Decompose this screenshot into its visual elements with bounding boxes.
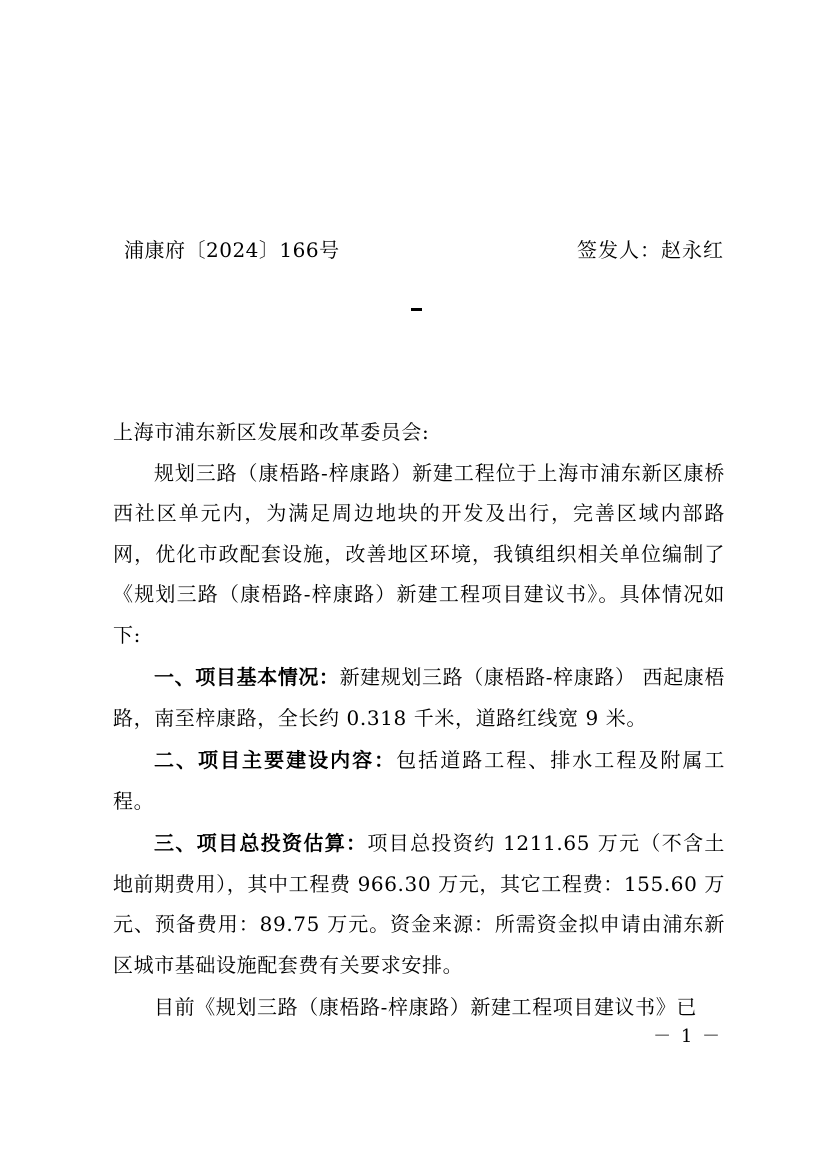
section-investment-estimate-text: 项目总投资约 1211.65 万元（不含土地前期费用），其中工程费 966.30 万元，其它工程费：155.60 万元、预备费用：89.75 万元。资金来源：所需资金拟申请由浦东新区城市基础设施配套费有关要求安排。	[113, 831, 726, 977]
document-header	[124, 234, 724, 264]
separator-mark	[411, 308, 422, 311]
section-construction-content-title: 二、项目主要建设内容：	[154, 748, 397, 772]
intro-paragraph: 规划三路（康梧路-梓康路）新建工程位于上海市浦东新区康桥西社区单元内，为满足周边地块的开发及出行，完善区域内部路网，优化市政配套设施，改善地区环境，我镇组织相关单位编制了《规划三路（康梧路-梓康路）新建工程项目建议书》。具体情况如下:	[113, 460, 725, 647]
addressee: 上海市浦东新区发展和改革委员会:	[113, 420, 430, 444]
section-basic-info	[113, 657, 725, 738]
section-basic-info-title: 一、项目基本情况：	[154, 665, 340, 689]
section-investment-estimate	[113, 823, 725, 985]
section-investment-estimate-title: 三、项目总投资估算：	[154, 831, 368, 855]
signer: 签发人：赵永红	[577, 238, 724, 262]
section-construction-content-text: 包括道路工程、排水工程及附属工程。	[113, 748, 725, 813]
document-body	[113, 412, 725, 1028]
document-number: 浦康府〔2024〕166号	[124, 238, 340, 262]
section-basic-info-text: 新建规划三路（康梧路-梓康路） 西起康梧路，南至梓康路，全长约 0.318 千米，道路红线宽 9 米。	[113, 665, 725, 730]
closing-paragraph: 目前《规划三路（康梧路-梓康路）新建工程项目建议书》已	[154, 995, 697, 1019]
page-number: － 1 －	[653, 1026, 722, 1047]
section-construction-content	[113, 740, 725, 821]
